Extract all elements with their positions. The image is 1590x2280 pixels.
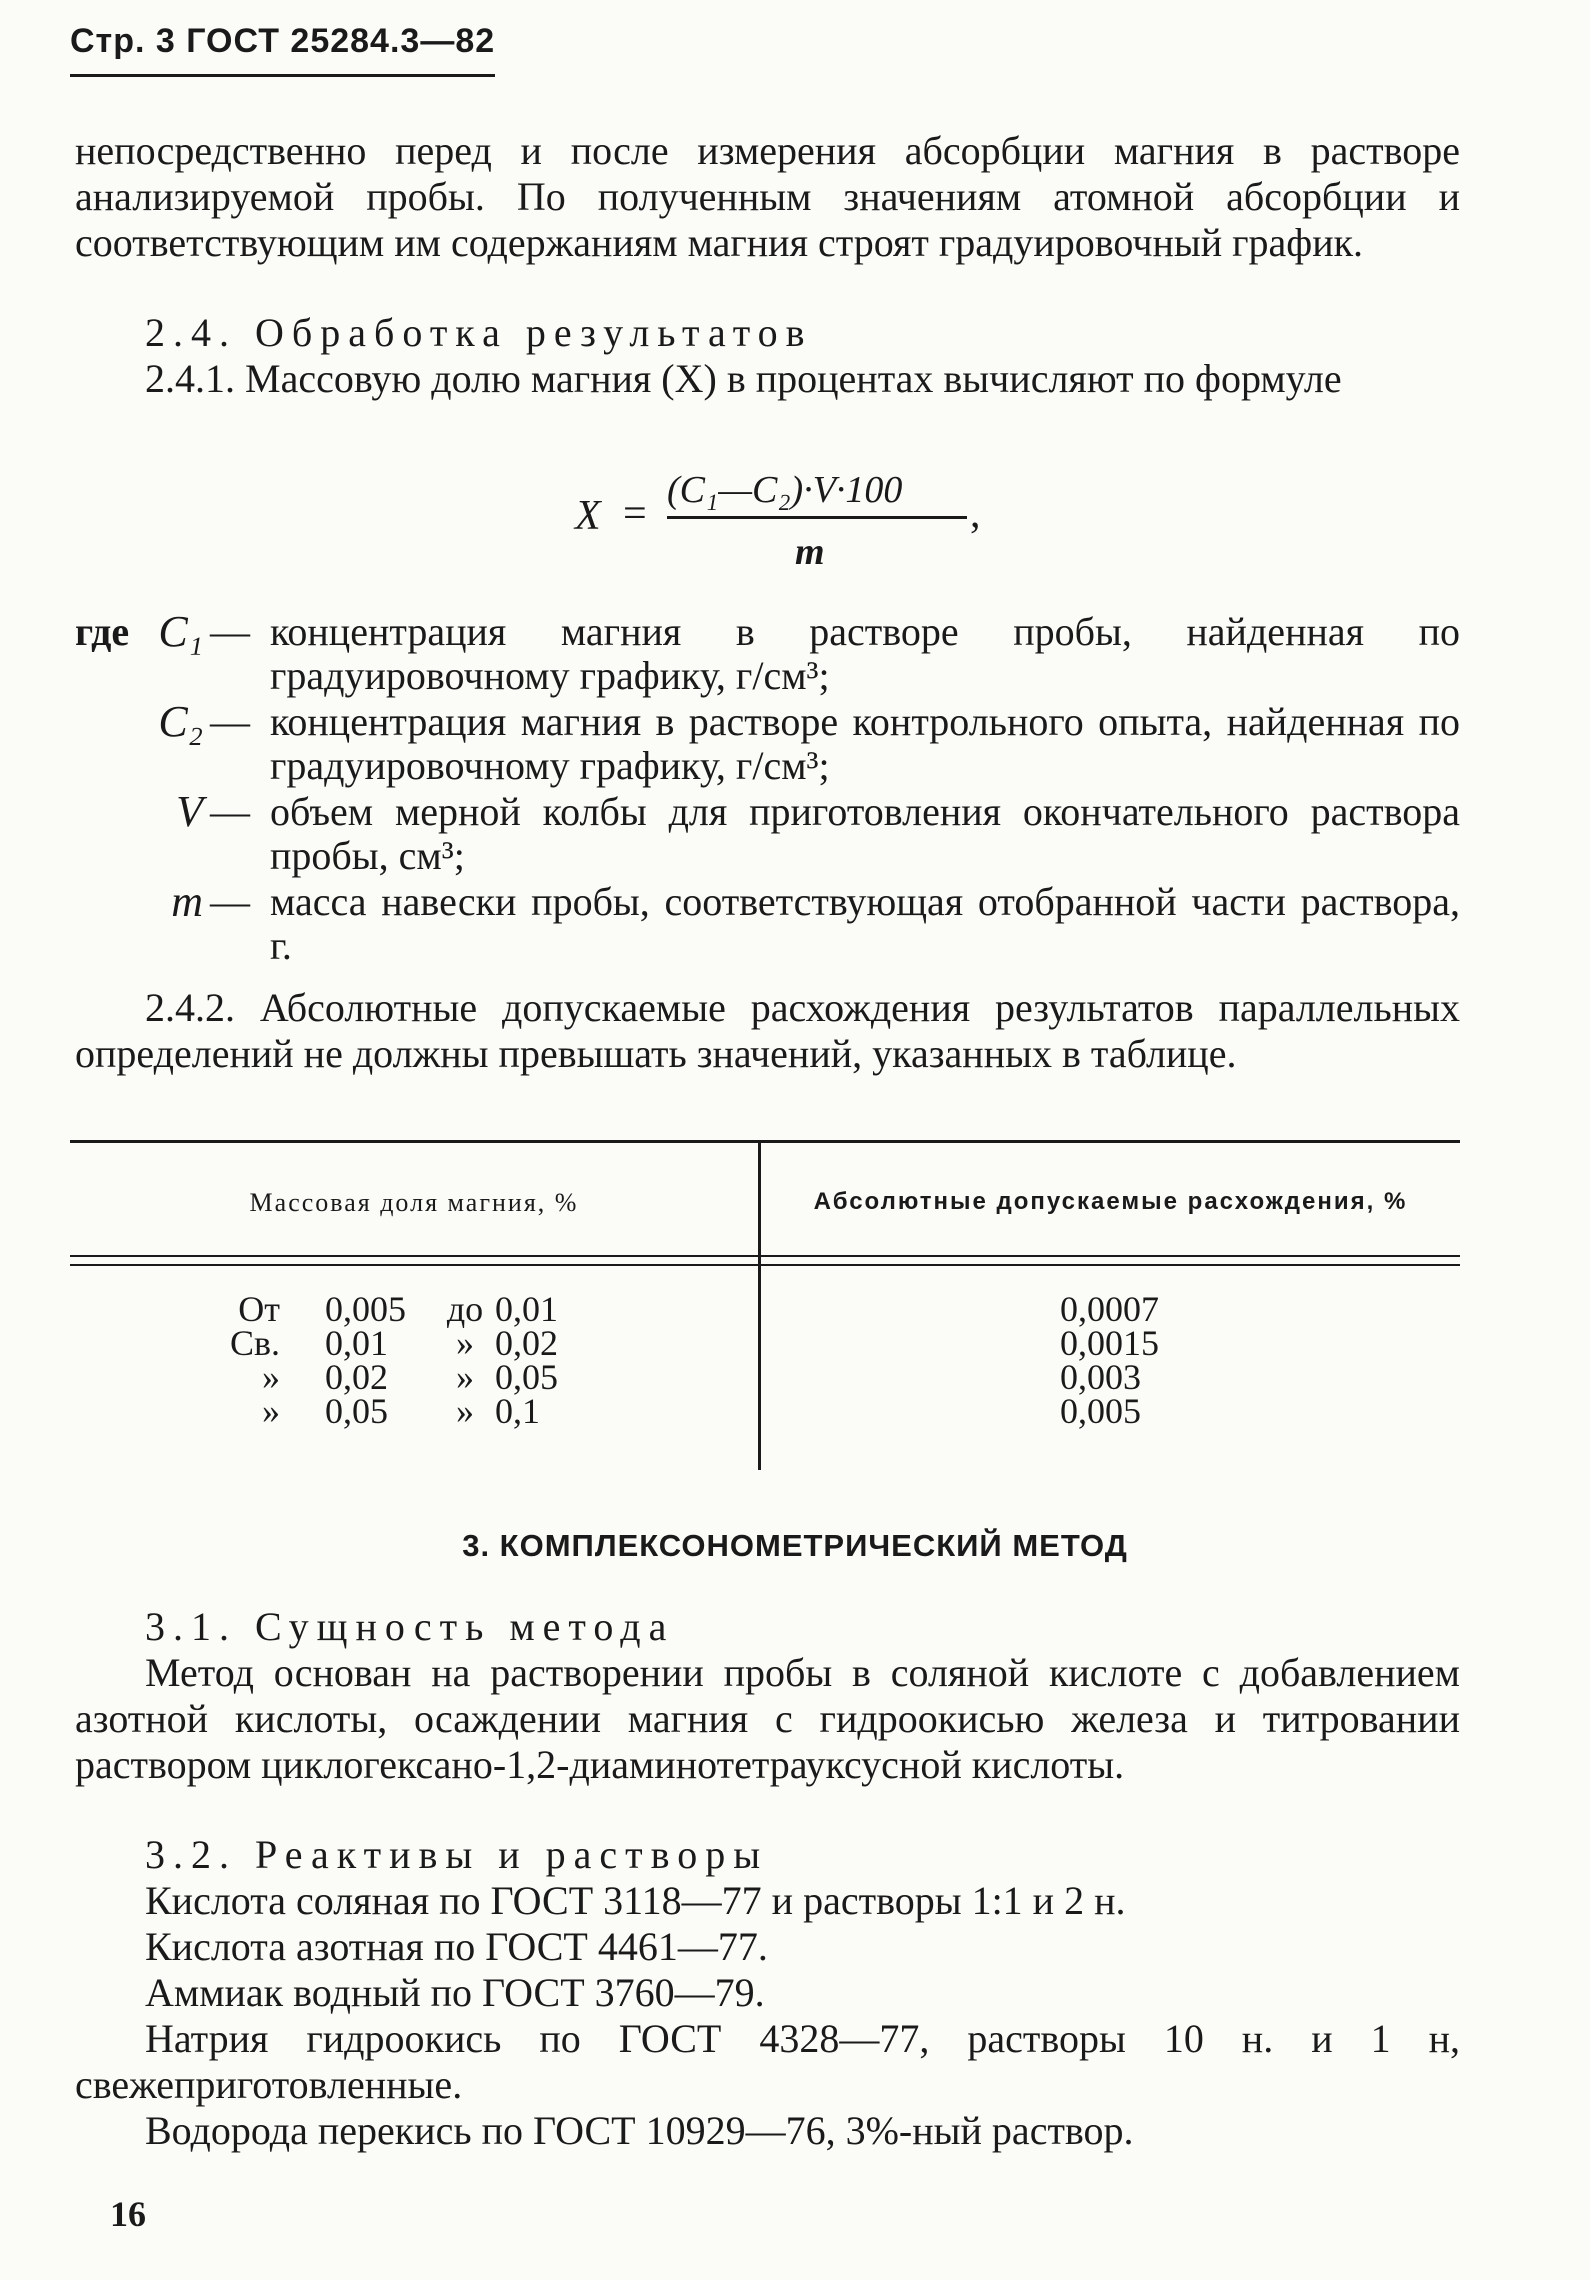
tolerance-value: 0,0007 — [1060, 1289, 1159, 1329]
definition-text: концентрация магния в растворе контрольного опыта, найденная по градуировочному графику, г/см³; — [270, 699, 1460, 788]
definition-symbol: C₂ — [158, 697, 203, 746]
range-separator: » — [456, 1357, 474, 1397]
definition-symbol: m — [171, 877, 203, 926]
definition-dash: — — [210, 609, 250, 654]
paragraph-3-1: Метод основан на растворении пробы в соляной кислоте с добавлением азотной кислоты, осаждении магния с гидроокисью железа и титровании раствором циклогексано-1,2-диаминотетрауксусной кислоты. — [75, 1650, 1460, 1787]
definition-item — [75, 877, 1460, 968]
formula-numerator: (C₁—C₂)·V·100 — [667, 469, 903, 511]
definition-symbol: V — [176, 787, 203, 836]
reagent-item: Водорода перекись по ГОСТ 10929—76, 3%-ный раствор. — [145, 2108, 1134, 2153]
reagent-item: Аммиак водный по ГОСТ 3760—79. — [145, 1970, 765, 2015]
table-header-tolerance: Абсолютные допускаемые расхождения, % — [813, 1188, 1408, 1215]
definition-text: объем мерной колбы для приготовления окончательного раствора пробы, см³; — [270, 789, 1460, 878]
table-row — [70, 1357, 1460, 1397]
definition-item — [75, 697, 1460, 788]
range-prefix: От — [238, 1289, 280, 1329]
table-row — [70, 1289, 1460, 1329]
formula-equals: = — [623, 491, 647, 537]
formula-denominator: m — [795, 531, 825, 573]
tolerance-table — [70, 1140, 1460, 1470]
paragraph-2-4-2: 2.4.2. Абсолютные допускаемые расхождения результатов параллельных определений не должны превышать значений, указанных в таблице. — [75, 985, 1460, 1076]
table-header-mass-fraction: Массовая доля магния, % — [249, 1188, 579, 1217]
definition-dash: — — [210, 879, 250, 924]
range-separator: » — [456, 1391, 474, 1431]
table-body — [70, 1289, 1460, 1431]
paragraph-2-4-1: 2.4.1. Массовую долю магния (X) в процентах вычисляют по формуле — [145, 356, 1342, 401]
section-3-1-heading: 3.1. Сущность метода — [145, 1604, 675, 1649]
formula-comma: , — [970, 491, 981, 537]
tolerance-value: 0,0015 — [1060, 1323, 1159, 1363]
range-to: 0,1 — [495, 1391, 540, 1431]
range-from: 0,005 — [325, 1289, 406, 1329]
table-header-rule — [70, 1264, 1460, 1266]
tolerance-value: 0,005 — [1060, 1391, 1141, 1431]
definition-dash: — — [210, 699, 250, 744]
range-prefix: » — [262, 1357, 280, 1397]
formula-fraction-bar — [667, 516, 967, 519]
reagent-item: Кислота азотная по ГОСТ 4461—77. — [145, 1924, 768, 1969]
range-from: 0,05 — [325, 1391, 388, 1431]
range-to: 0,01 — [495, 1289, 558, 1329]
range-to: 0,02 — [495, 1323, 558, 1363]
reagent-item: Натрия гидроокись по ГОСТ 4328—77, растворы 10 н. и 1 н, свежеприготовленные. — [75, 2016, 1460, 2107]
range-prefix: » — [262, 1391, 280, 1431]
formula-lhs: X — [575, 493, 601, 539]
range-from: 0,01 — [325, 1323, 388, 1363]
range-from: 0,02 — [325, 1357, 388, 1397]
header-rule — [70, 74, 495, 77]
definition-item — [75, 607, 1460, 698]
definition-text: концентрация магния в растворе пробы, найденная по градуировочному графику, г/см³; — [270, 609, 1460, 698]
range-to: 0,05 — [495, 1357, 558, 1397]
section-3-2-heading: 3.2. Реактивы и растворы — [145, 1832, 769, 1877]
range-separator: до — [446, 1289, 484, 1329]
section-2-4-heading: 2.4. Обработка результатов — [145, 310, 813, 355]
table-top-rule — [70, 1140, 1460, 1143]
definition-dash: — — [210, 789, 250, 834]
table-row — [70, 1391, 1460, 1431]
tolerance-value: 0,003 — [1060, 1357, 1141, 1397]
definition-symbol: C₁ — [158, 607, 203, 656]
range-prefix: Св. — [229, 1323, 280, 1363]
reagent-item: Кислота соляная по ГОСТ 3118—77 и растворы 1:1 и 2 н. — [145, 1878, 1126, 1923]
intro-paragraph: непосредственно перед и после измерения абсорбции магния в растворе анализируемой пробы. По полученным значениям атомной абсорбции и соответствующим им содержаниям магния строят градуировочный график. — [75, 128, 1460, 265]
definitions-list — [75, 607, 1460, 970]
range-separator: » — [456, 1323, 474, 1363]
definition-item — [75, 787, 1460, 878]
page-header: Стр. 3 ГОСТ 25284.3—82 — [70, 22, 496, 60]
page-number: 16 — [110, 2194, 146, 2234]
section-3-title: 3. КОМПЛЕКСОНОМЕТРИЧЕСКИЙ МЕТОД — [462, 1528, 1128, 1563]
table-header-rule — [70, 1255, 1460, 1257]
table-row — [70, 1323, 1460, 1363]
where-label: где — [75, 609, 130, 654]
definition-text: масса навески пробы, соответствующая отобранной части раствора, г. — [270, 879, 1460, 968]
